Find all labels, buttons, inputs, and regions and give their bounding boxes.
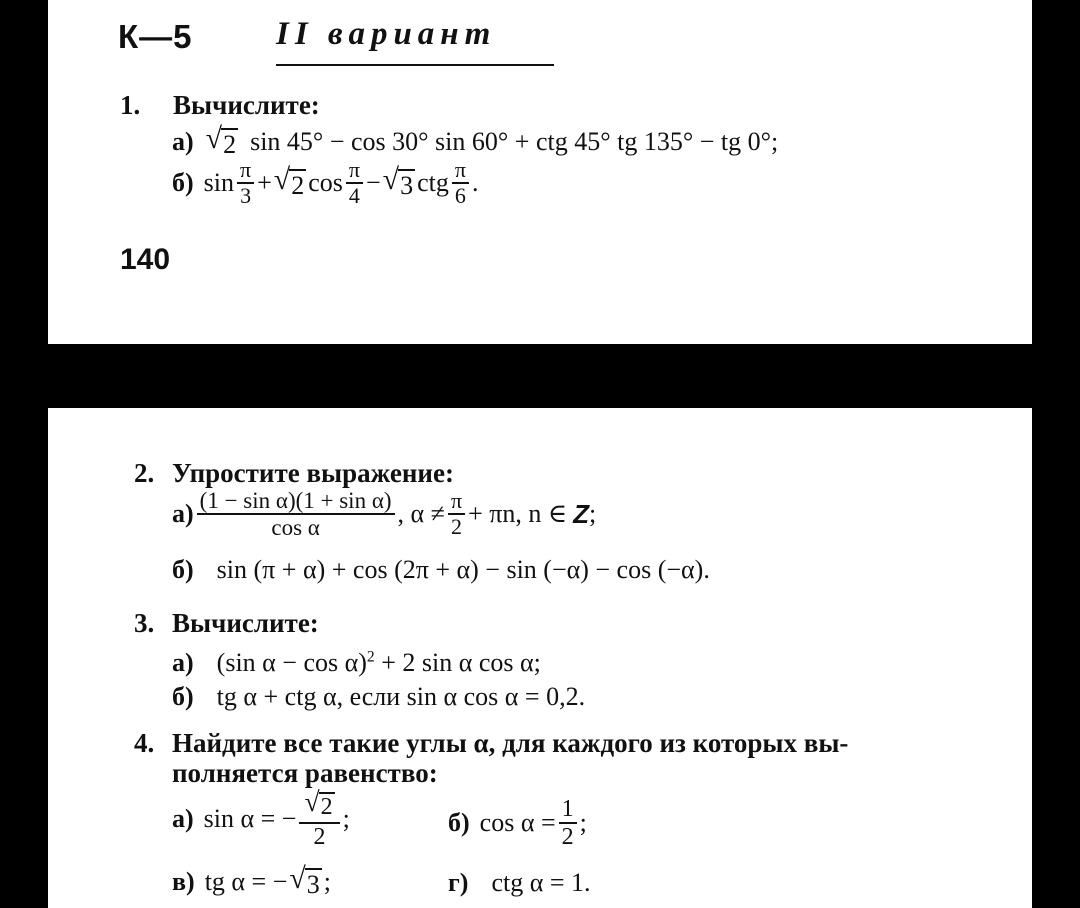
task3-a-part2: + 2 sin α cos α; [374, 648, 541, 677]
task2-b-expression: sin (π + α) + cos (2π + α) − sin (−α) − cos (−α). [216, 555, 710, 584]
task4-c [172, 864, 331, 900]
fraction-pi-3: $\frac{\pi}{3}$ [237, 158, 254, 208]
sqrt-2: √ 2 [304, 786, 333, 820]
task2-b [172, 555, 710, 585]
task4-d-label: г) [448, 868, 469, 897]
fraction-sqrt2-2: √ 2 2 [299, 788, 339, 850]
period: . [471, 168, 479, 198]
task1-a-expression: sin 45° − cos 30° sin 60° + ctg 45° tg 135° − tg 0°; [250, 126, 779, 156]
ctg-text: ctg [417, 168, 449, 198]
task1-a [172, 124, 778, 160]
task4-number: 4. [134, 728, 155, 758]
task4-c-lhs: tg α = − [204, 866, 288, 896]
task1-heading: Вычислите: [173, 90, 320, 120]
condition-text: , α ≠ [397, 499, 445, 529]
fraction-pi-6: $\frac{\pi}{6}$ [452, 158, 469, 208]
semicolon: ; [579, 808, 587, 838]
task3-b-expression: tg α + ctg α, если sin α cos α = 0,2. [216, 682, 586, 711]
sqrt-3: √ 3 [289, 862, 320, 899]
task1-b [172, 158, 478, 208]
task4-a [172, 788, 350, 850]
task3-a-part1: (sin α − cos α) [216, 648, 367, 677]
test-code: К—5 [118, 18, 193, 55]
task1-number: 1. [120, 90, 141, 120]
fraction-pi-2: $\frac{\pi}{2}$ [448, 489, 465, 539]
page-top [48, 0, 1032, 344]
page-number: 140 [120, 243, 171, 276]
fraction-1-2: $\frac{1}{2}$ [559, 796, 577, 851]
semicolon: ; [323, 866, 332, 896]
task1-b-label: б) [172, 168, 194, 198]
task4-b [448, 796, 587, 851]
task3-b-label: б) [172, 682, 194, 711]
task3-b [172, 682, 585, 712]
task4-a-lhs: sin α = − [203, 803, 297, 833]
task4-line2: полняется равенство: [172, 758, 438, 788]
task4-c-label: в) [172, 866, 195, 896]
minus-sign: − [365, 168, 381, 198]
task2-b-label: б) [172, 555, 194, 584]
sqrt-3: √ 3 [382, 163, 414, 201]
task1-a-label: а) [172, 126, 194, 156]
variant-underline [276, 64, 554, 66]
task4-d-expression: ctg α = 1. [491, 868, 591, 897]
task2-a-label: а) [172, 499, 194, 529]
semicolon: ; [342, 803, 350, 833]
task2-heading: Упростите выражение: [172, 458, 454, 488]
task4-line1: Найдите все такие углы α, для каждого из которых вы- [172, 728, 849, 758]
sin-text: sin [203, 168, 235, 198]
semicolon: ; [589, 499, 597, 529]
sqrt-2: √ 2 [273, 163, 305, 201]
condition-text-2: + πn, n ∈ [468, 499, 568, 529]
cos-text: cos [308, 168, 343, 198]
exponent: 2 [366, 648, 375, 666]
task4-b-label: б) [448, 808, 470, 838]
page-bottom [48, 408, 1032, 908]
task4-b-lhs: cos α = [479, 808, 556, 838]
task2-a-fraction: $\frac{\text{(1 − sin α)(1 + sin α)}}{\text{cos α}}$ [197, 488, 395, 541]
variant-title: II вариант [276, 16, 497, 52]
plus-sign: + [257, 168, 272, 198]
task4-a-label: а) [172, 803, 194, 833]
task4-d [448, 868, 591, 898]
fraction-pi-4: $\frac{\pi}{4}$ [346, 158, 363, 208]
task3-number: 3. [134, 608, 155, 638]
task3-a [172, 648, 541, 678]
sqrt-2: √ 2 [205, 122, 237, 159]
integers-symbol: Z [573, 498, 589, 529]
task2-a [172, 488, 596, 541]
task2-number: 2. [134, 458, 155, 488]
task3-heading: Вычислите: [172, 608, 319, 638]
task3-a-label: а) [172, 648, 194, 677]
